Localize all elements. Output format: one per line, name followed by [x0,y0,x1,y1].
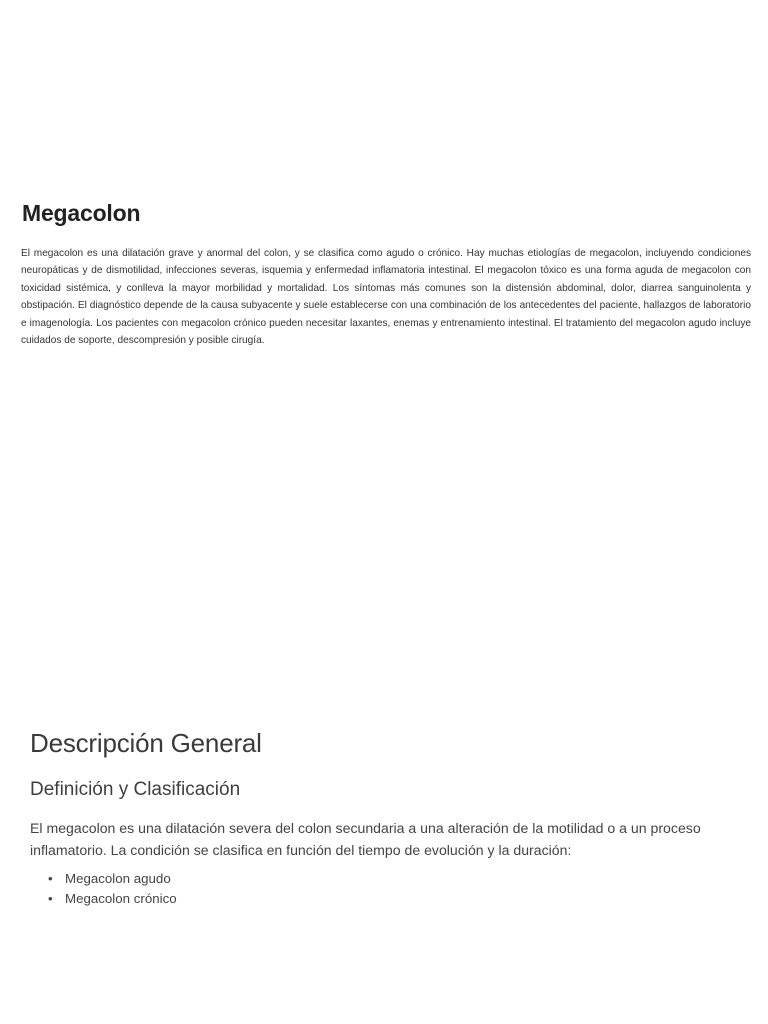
bullet-icon: • [48,871,53,886]
classification-list [30,869,177,908]
list-item [48,869,177,889]
bullet-icon: • [48,890,53,906]
definition-paragraph: El megacolon es una dilatación severa del colon secundaria a una alteración de la motilidad o a un proceso inflamatorio. La condición se clasifica en función del tiempo de evolución y la duración: [30,820,701,858]
page-title: Megacolon [22,200,141,226]
list-item-label: Megacolon crónico [65,890,177,906]
subsection-title: Definición y Clasificación [30,779,241,800]
intro-paragraph: El megacolon es una dilatación grave y anormal del colon, y se clasifica como agudo o crónico. Hay muchas etiologías de megacolon, incluyendo condiciones neuropáticas y de dismotilidad, infecciones severas, isquemia y enfermedad inflamatoria intestinal. El megacolon tóxico es una forma aguda de megacolon con toxicidad sistémica, y conlleva la mayor morbilidad y mortalidad. Los síntomas más comunes son la distensión abdominal, dolor, diarrea sanguinolenta y obstipación. El diagnóstico depende de la causa subyacente y suele establecerse con una combinación de los antecedentes del paciente, hallazgos de laboratorio e imagenología. Los pacientes con megacolon crónico pueden necesitar laxantes, enemas y entrenamiento intestinal. El tratamiento del megacolon agudo incluye cuidados de soporte, descompresión y posible cirugía. [21,248,751,347]
section-title: Descripción General [30,728,262,758]
list-item-label: Megacolon agudo [65,871,171,886]
list-item [48,889,177,909]
